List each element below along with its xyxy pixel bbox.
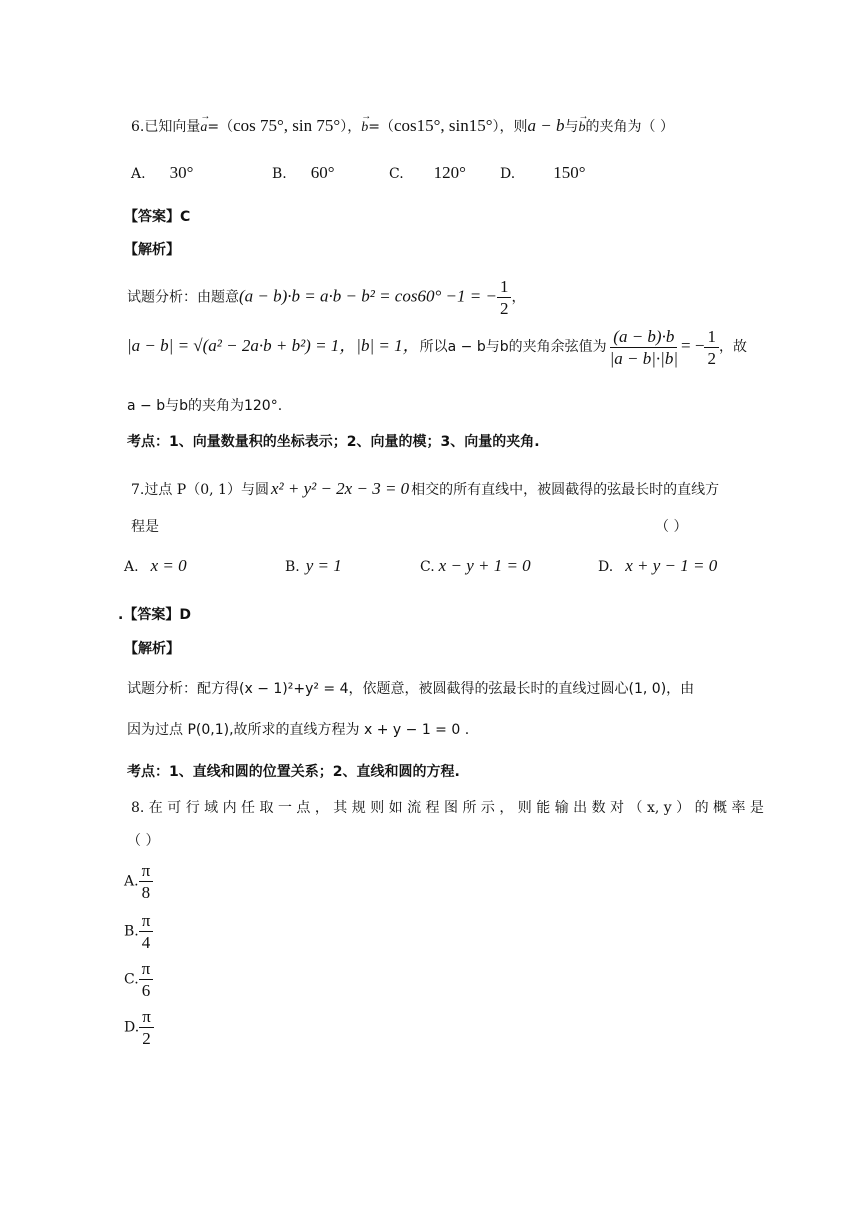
q7-stem-2: 相交的所有直线中，被圆截得的弦最长时的直线方 (411, 482, 720, 498)
q6-option-b (272, 163, 335, 184)
q8-option-b-letter: B. (124, 923, 139, 940)
q8-option-a-frac (139, 862, 154, 901)
q8-option-b-den: 4 (141, 933, 151, 952)
q8-option-c-den: 6 (141, 981, 151, 1000)
q6-analysis-1-frac-den: 2 (499, 299, 509, 318)
q8-option-b-num: π (139, 912, 154, 932)
q8-option-a-letter: A. (124, 873, 139, 890)
q6-analysis-2-frac-half (704, 328, 719, 367)
q7-answer: .【答案】D (118, 607, 191, 623)
q6-analysis-1-frac-num: 1 (497, 278, 512, 298)
q7-analysis-line-2: 因为过点 P(0,1),故所求的直线方程为 x + y − 1 = 0 . (127, 722, 470, 738)
q6-stem (131, 116, 674, 138)
q8-stem-line-2: （ ） (127, 833, 160, 849)
q6-analysis-label: 【解析】 (124, 242, 180, 258)
q6-a-value: cos 75°, sin 75° (233, 116, 341, 135)
q6-option-d-value: 150° (553, 163, 586, 182)
q7-kaodian: 考点：1、直线和圆的位置关系；2、直线和圆的方程. (127, 764, 460, 780)
q6-stem-eq1: =（ (207, 119, 234, 135)
q7-option-b (285, 556, 342, 577)
q8-option-d-num: π (139, 1008, 154, 1028)
vector-b-2: → b (579, 118, 586, 138)
q6-analysis-2-end: ，故 (718, 339, 747, 355)
q7-answer-paren: （ ） (655, 519, 688, 535)
q6-stem-close2: ），则 (492, 119, 528, 135)
q6-stem-eq2: =（ (368, 119, 394, 135)
q6-stem-close1: ）， (340, 119, 362, 135)
q6-stem-suffix: 的夹角为（ ） (585, 119, 674, 135)
q8-option-b (124, 912, 153, 951)
q6-option-c (389, 163, 466, 184)
q6-analysis-2-mid: 所以a − b与b的夹角余弦值为 (419, 339, 607, 355)
q7-option-d-value: x + y − 1 = 0 (625, 556, 718, 575)
q6-analysis-1-frac (497, 278, 512, 317)
q7-option-a (124, 556, 187, 577)
q8-option-a-den: 8 (141, 883, 151, 902)
q7-circle-equation: x² + y² − 2x − 3 = 0 (270, 479, 410, 498)
q8-option-d (124, 1008, 154, 1047)
q8-option-d-den: 2 (142, 1029, 151, 1048)
q6-analysis-2-frac-num: (a − b)·b (610, 328, 677, 348)
q6-option-b-value: 60° (310, 163, 335, 182)
q7-option-c-letter: C. (420, 559, 435, 575)
q6-analysis-1-prefix: 试题分析：由题意 (127, 289, 239, 306)
vector-a: → a (200, 118, 207, 138)
q7-analysis-label: 【解析】 (124, 641, 180, 657)
q8-option-d-frac (139, 1008, 154, 1047)
q6-option-c-letter: C. (389, 166, 404, 182)
q6-vector-diff: a − b (527, 116, 565, 135)
q8-option-c-letter: C. (124, 971, 139, 988)
q8-option-a-num: π (139, 862, 154, 882)
q6-answer: 【答案】C (124, 209, 191, 225)
q6-kaodian: 考点：1、向量数量积的坐标表示；2、向量的模；3、向量的夹角. (127, 434, 540, 450)
q6-b-value: cos15°, sin15° (393, 116, 493, 135)
q7-option-c-value: x − y + 1 = 0 (438, 556, 531, 575)
q8-option-c-frac (139, 960, 154, 999)
q6-analysis-1-end: ， (511, 289, 526, 306)
q6-stem-prefix: 6.已知向量 (131, 119, 201, 135)
q6-analysis-line-3: a − b与b的夹角为120°. (127, 398, 283, 414)
q7-option-c (420, 556, 531, 577)
q7-option-d-letter: D. (598, 559, 614, 575)
q8-option-c-num: π (139, 960, 154, 980)
q6-option-b-letter: B. (272, 166, 287, 182)
q8-option-a (124, 862, 153, 901)
q7-analysis-line-1: 试题分析：配方得(x − 1)²+y² = 4，依题意，被圆截得的弦最长时的直线过圆心(1, 0)，由 (127, 681, 695, 697)
q6-stem-with: 与 (564, 119, 579, 135)
q8-stem-line-1: 8. 在 可 行 域 内 任 取 一 点 ， 其 规 则 如 流 程 图 所 示 ， 则 能 输 出 数 对 （ x, y ） 的 概 率 是 (131, 800, 764, 816)
q7-stem-line-1 (131, 479, 719, 500)
q6-analysis-2-frac (607, 328, 681, 367)
q7-option-b-value: y = 1 (305, 556, 342, 575)
q6-analysis-2-eq: = − (681, 336, 705, 355)
q8-option-b-frac (139, 912, 154, 951)
q7-option-a-value: x = 0 (150, 556, 187, 575)
q6-analysis-1-expr: (a − b)·b = a·b − b² = cos60° −1 = − (239, 286, 497, 306)
q7-option-a-letter: A. (124, 559, 139, 575)
q8-option-d-letter: D. (124, 1019, 140, 1036)
q7-stem-1: 7.过点 P（0, 1）与圆 (131, 482, 269, 498)
q6-analysis-line-1 (127, 278, 525, 317)
q6-analysis-2-expr: |a − b| = √(a² − 2a·b + b²) = 1，|b| = 1， (127, 336, 420, 355)
q6-option-d-letter: D. (500, 166, 516, 182)
q6-analysis-2-half-num: 1 (704, 328, 719, 348)
q6-option-a-value: 30° (169, 163, 194, 182)
q8-option-c (124, 960, 153, 999)
q6-analysis-line-2 (127, 326, 747, 367)
q6-analysis-2-frac-den: |a − b|·|b| (609, 348, 679, 368)
q6-analysis-2-half-den: 2 (707, 348, 716, 368)
q6-option-d (500, 163, 586, 184)
q6-option-c-value: 120° (433, 163, 466, 182)
vector-b: → b (361, 118, 368, 138)
q6-option-a-letter: A. (131, 166, 146, 182)
q7-option-b-letter: B. (285, 559, 300, 575)
q7-option-d (598, 556, 717, 577)
q7-stem-line-2: 程是 (131, 519, 159, 535)
q6-option-a (131, 163, 193, 184)
